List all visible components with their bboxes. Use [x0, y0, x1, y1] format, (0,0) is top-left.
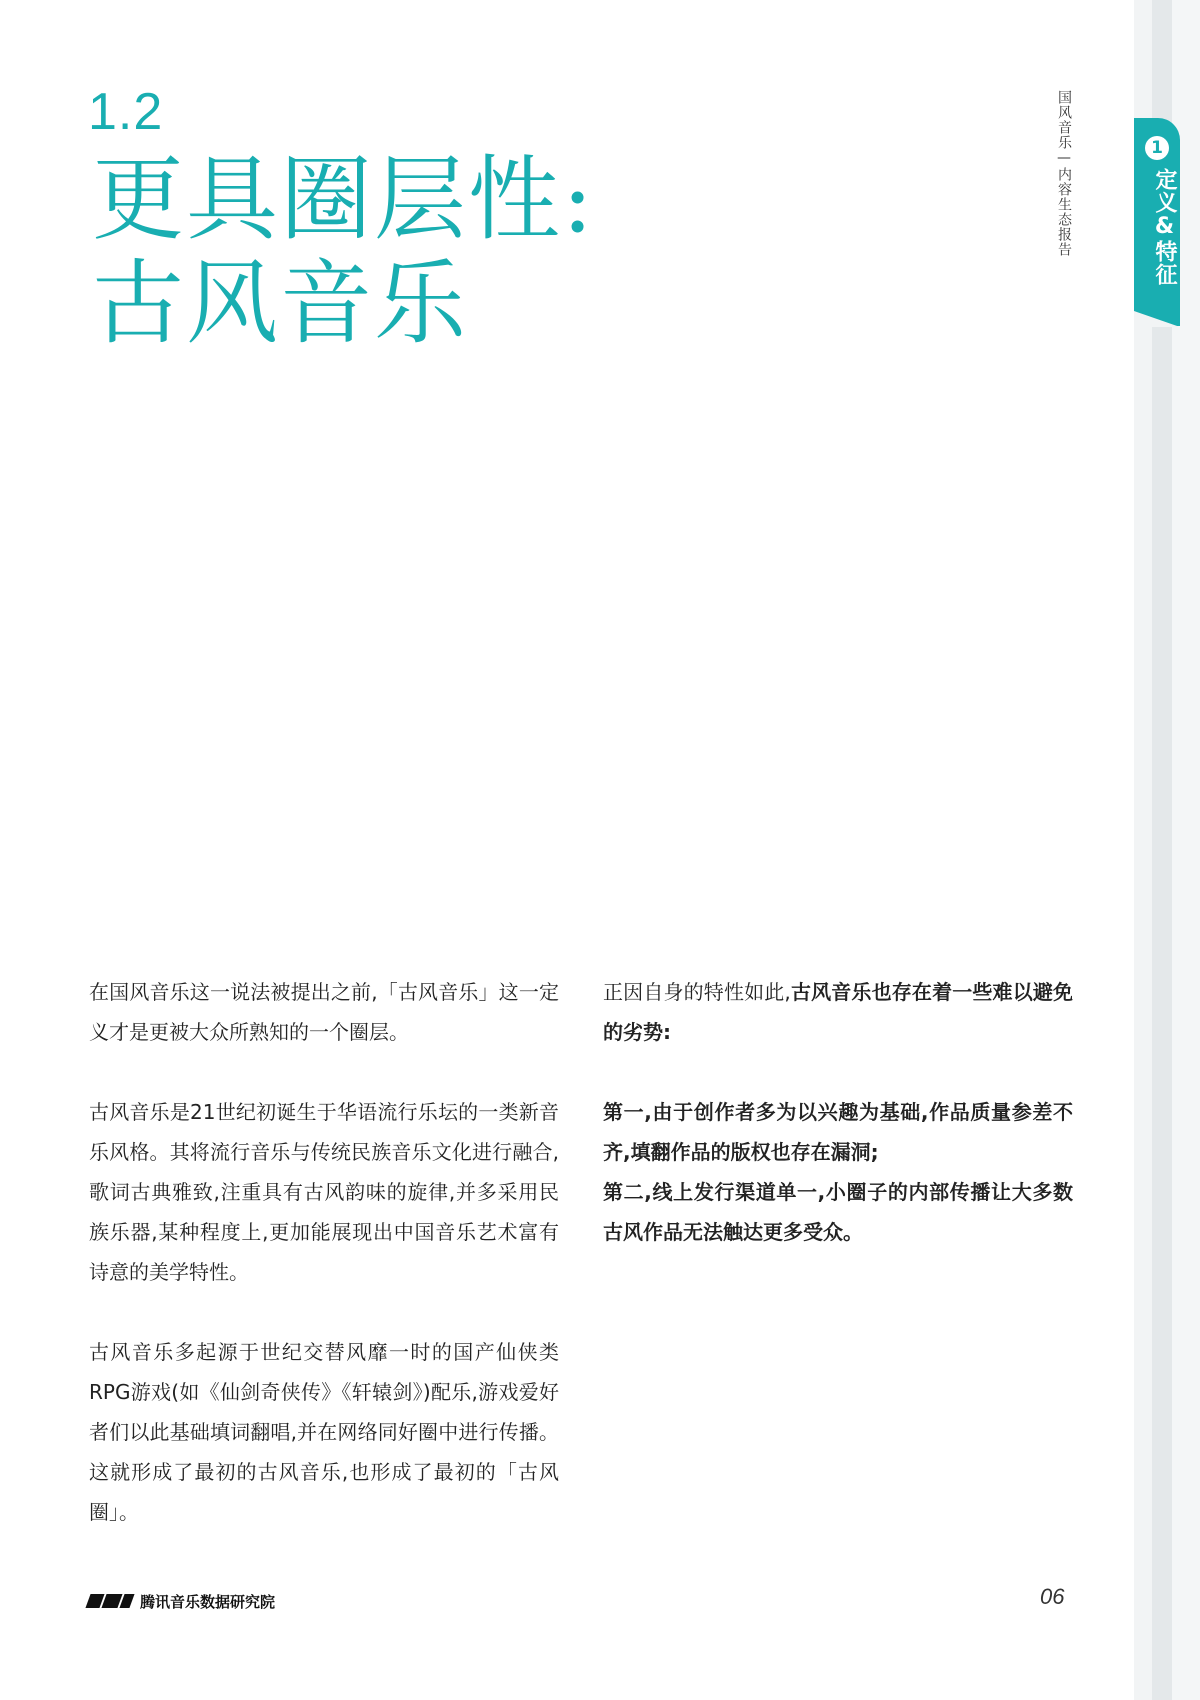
intro-paragraph: [603, 972, 1073, 1052]
paragraph: 在国风音乐这一说法被提出之前,「古风音乐」这一定义才是更被大众所熟知的一个圈层。: [89, 980, 559, 1044]
report-title-vertical: 国风音乐—内容生态报告: [1056, 90, 1072, 257]
footer-logo: [88, 1590, 275, 1612]
intro-bold-text: 古风音乐也存在着一些难以避免的劣势:: [603, 980, 1074, 1044]
chapter-label: 定义&特征: [1152, 168, 1177, 286]
footer-org-name: 腾讯音乐数据研究院: [140, 1592, 276, 1611]
section-title-line: 古风音乐: [92, 250, 469, 357]
paragraph: 古风音乐是21世纪初诞生于华语流行乐坛的一类新音乐风格。其将流行音乐与传统民族音乐文化进行融合,歌词古典雅致,注重具有古风韵味的旋律,并多采用民族乐器,某种程度上,更加能展现出中国音乐艺术富有诗意的美学特性。: [89, 1100, 559, 1284]
chapter-tab[interactable]: [1134, 118, 1180, 326]
section-title: [92, 148, 792, 356]
point-paragraph: 第一,由于创作者多为以兴趣为基础,作品质量参差不齐,填翻作品的版权也存在漏洞;: [603, 1100, 1073, 1164]
section-number: 1.2: [88, 83, 164, 141]
left-text-column: [89, 972, 559, 1572]
right-text-column: [603, 972, 1073, 1292]
intro-plain-text: 正因自身的特性如此,: [603, 980, 791, 1004]
point-paragraph: 第二,线上发行渠道单一,小圈子的内部传播让大多数古风作品无法触达更多受众。: [603, 1180, 1073, 1244]
chapter-number-badge: 1: [1145, 136, 1169, 160]
tme-logo-icon: [88, 1593, 132, 1609]
page-number: 06: [1040, 1584, 1065, 1609]
paragraph: 古风音乐多起源于世纪交替风靡一时的国产仙侠类RPG游戏(如《仙剑奇侠传》《轩辕剑》)配乐,游戏爱好者们以此基础填词翻唱,并在网络同好圈中进行传播。这就形成了最初的古风音乐,也形成了最初的「古风圈」。: [89, 1340, 559, 1524]
section-title-line: 更具圈层性:: [92, 146, 595, 253]
